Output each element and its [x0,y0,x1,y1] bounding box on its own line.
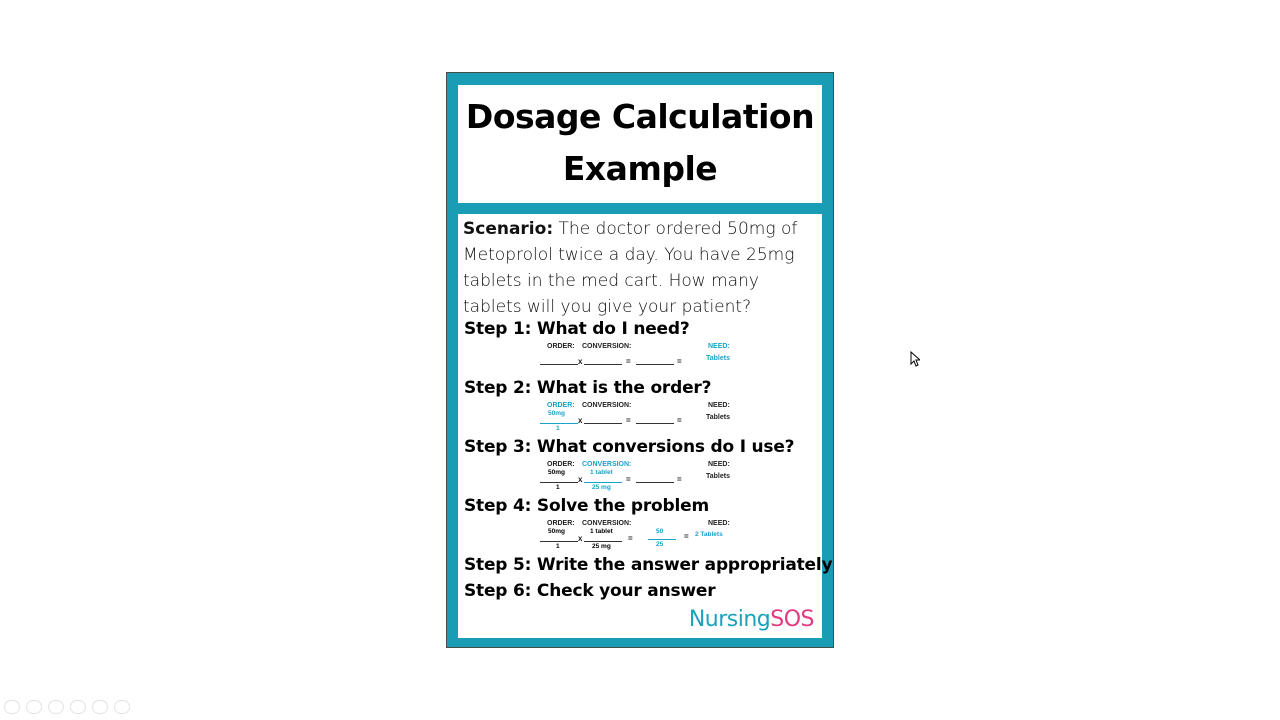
slide-title-line2: Example [562,149,718,188]
more-icon[interactable] [114,700,130,714]
fraction-line [648,539,676,540]
play-icon[interactable] [26,700,42,714]
slides-icon[interactable] [70,700,86,714]
equation-step-2 [538,402,758,442]
tablets-label: Tablets [706,355,730,362]
order-numerator: 50mg [548,410,565,417]
order-label: ORDER: [547,461,575,468]
presentation-toolbar [4,700,130,714]
need-label: NEED: [708,461,730,468]
title-box [458,85,822,203]
conversion-denominator: 25 mg [592,484,611,491]
step-2: Step 2: What is the order? [464,378,712,398]
need-label: NEED: [708,402,730,409]
fraction-line [584,541,622,542]
conversion-label: CONVERSION: [582,461,632,468]
multiply-sign: x [578,534,583,543]
brand-logo [689,607,814,632]
equals-sign: = [626,357,631,366]
scenario-body: The doctor ordered 50mg of Metoprolol twice a day. You have 25mg tablets in the med cart. How many tablets will you give your patient? [463,219,798,317]
multiply-sign: x [578,416,583,425]
order-label: ORDER: [547,343,575,350]
scenario-text [463,216,818,320]
order-numerator: 50mg [548,469,565,476]
equals-sign: = [626,475,631,484]
tablets-label: Tablets [706,414,730,421]
equals-sign: = [677,416,682,425]
fraction-line [636,423,674,424]
brand-part1: Nursing [688,607,771,632]
fraction-line [584,364,622,365]
brand-part2: SOS [770,607,814,632]
slide-title-line1: Dosage Calculation [465,97,815,136]
result-denominator: 25 [656,541,664,548]
scenario-label: Scenario: [463,219,554,239]
equation-step-1 [538,343,758,383]
order-label: ORDER: [547,402,575,409]
fraction-line [584,482,622,483]
fraction-line [540,482,578,483]
tablets-label: Tablets [706,473,730,480]
need-label: NEED: [708,520,730,527]
conversion-label: CONVERSION: [582,402,632,409]
step-3: Step 3: What conversions do I use? [464,437,795,457]
answer-value: 2 Tablets [695,531,723,538]
prev-icon[interactable] [4,700,20,714]
order-numerator: 50mg [548,528,565,535]
content-box [458,214,833,638]
equals-sign: = [628,534,633,543]
fraction-line [540,423,578,424]
equals-sign: = [677,357,682,366]
equals-sign: = [684,532,689,541]
fraction-line [540,541,578,542]
equation-step-4 [538,520,758,560]
need-label: NEED: [708,343,730,350]
mouse-cursor-icon [910,351,920,367]
fraction-line [636,364,674,365]
pen-icon[interactable] [48,700,64,714]
order-label: ORDER: [547,520,575,527]
order-denominator: 1 [556,425,560,432]
slide-card [446,72,834,648]
conversion-denominator: 25 mg [592,543,611,550]
fraction-line [584,423,622,424]
step-6: Step 6: Check your answer [464,581,716,601]
step-4: Step 4: Solve the problem [464,496,709,516]
fraction-line [636,482,674,483]
conversion-label: CONVERSION: [582,520,632,527]
conversion-numerator: 1 tablet [590,528,613,535]
equals-sign: = [626,416,631,425]
order-denominator: 1 [556,543,560,550]
equation-step-3 [538,461,758,501]
step-1: Step 1: What do I need? [464,319,690,339]
multiply-sign: x [578,475,583,484]
multiply-sign: x [578,357,583,366]
zoom-icon[interactable] [92,700,108,714]
order-denominator: 1 [556,484,560,491]
step-5: Step 5: Write the answer appropriately [464,555,833,575]
equals-sign: = [677,475,682,484]
fraction-line [540,364,578,365]
conversion-numerator: 1 tablet [590,469,613,476]
conversion-label: CONVERSION: [582,343,632,350]
result-numerator: 50 [656,528,664,535]
